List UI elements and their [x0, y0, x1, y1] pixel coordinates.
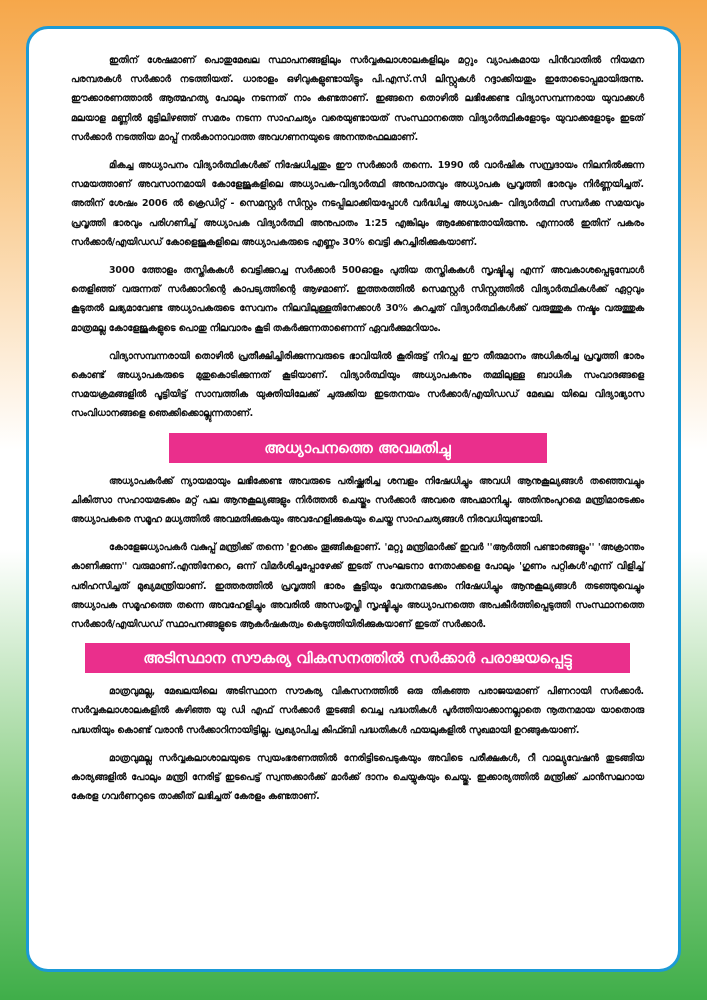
paragraph: വിദ്യാസമ്പന്നരായി തൊഴിൽ പ്രതീക്ഷിച്ചിരിക്കുന്നവരുടെ ഭാവിയിൽ കൂരിരുട്ട് നിറച്ച ഈ തീരുമാനം അധികരിച്ച പ്രവൃത്തി ഭാരം കൊണ്ട് അധ്യാപകരുടെ മുതുകൊടിക്കുന്നത് കൂടിയാണ്. വിദ്യാർത്ഥിയും അധ്യാപകനും തമ്മിലുള്ള ബാധിക സംവാദങ്ങളെ സമയക്രമങ്ങളിൽ പൂട്ടിയിട്ട് സാമ്പത്തിക യുക്തിയിലേക്ക് ചുരുക്കിയ ഇടതനയം സർക്കാർ/എയിഡഡ് മേഖല യിലെ വിദ്യാഭ്യാസ സംവിധാനങ്ങളെ ഞെക്കിക്കൊല്ലുന്നതാണ്.	[71, 350, 644, 420]
paragraph: കോളേജധ്യാപകർ വകുപ്പ് മന്ത്രിക്ക് തന്നെ 'ഉറക്കം തൂങ്ങികളാണ്. 'മറ്റു മന്ത്രിമാർക്ക് ഇവർ ''ആർത്തി പണ്ടാരങ്ങളും'' 'അക്രാന്തം കാണിക്കുന്ന'' വരുമാണ്.എന്തിനേറെ, ഒന്ന് വിമർശിച്ചപ്പോഴേക്ക് ഇടത് സംഘടനാ നേതാക്കളെ പോലും 'ഗുണം പറ്റികൾ'എന്ന് വിളിച്ച് പരിഹസിച്ചത് മുഖ്യമന്ത്രിയാണ്. ഇത്തരത്തിൽ പ്രവൃത്തി ഭാരം കൂട്ടിയും വേതനമടക്കം നിഷേധിച്ചും ആനുകൂല്യങ്ങൾ തടഞ്ഞുവെച്ചും അധ്യാപക സമൂഹത്തെ തന്നെ അവഹേളിച്ചും അവരിൽ അസംതൃപ്തി സൃഷ്ടിച്ചും അധ്യാപനത്തെ അപകീർത്തിപ്പെടുത്തി സംസ്ഥാനത്തെ സർക്കാർ/എയിഡഡ് സ്ഥാപനങ്ങളുടെ ആകർഷകത്വം കെടുത്തിയിരിക്കുകയാണ് ഇടത് സർക്കാർ.	[71, 542, 644, 631]
paragraph: മികച്ച അധ്യാപനം വിദ്യാർത്ഥികൾക്ക് നിഷേധിച്ചതും ഈ സർക്കാർ തന്നെ. 1990 ൽ വാർഷിക സമ്പ്രദായം നിലനിൽക്കുന്ന സമയത്താണ് അവസാനമായി കോളേജുകളിലെ അധ്യാപക-വിദ്യാർത്ഥി അനുപാതവും അധ്യാപക പ്രവൃത്തി ഭാരവും നിർണ്ണയിച്ചത്. അതിന് ശേഷം 2006 ൽ ക്രെഡിറ്റ് - സെമസ്റ്റർ സിസ്റ്റം നടപ്പിലാക്കിയപ്പോൾ വർദ്ധിച്ച അധ്യാപക- വിദ്യാർത്ഥി സമ്പർക്ക സമയവും പ്രവൃത്തി ഭാരവും പരിഗണിച്ച് അധ്യാപക വിദ്യാർത്ഥി അനുപാതം 1:25 എങ്കിലും ആക്കേണ്ടതായിരുന്നു. എന്നാൽ ഇതിന് പകരം സർക്കാർ/എയിഡഡ് കോളെജുകളിലെ അധ്യാപകരുടെ എണ്ണം 30% വെട്ടി കുറച്ചിരിക്കുകയാണ്.	[71, 160, 644, 248]
document-card	[26, 26, 681, 972]
paragraph: 3000 ത്തോളം തസ്തികകൾ വെട്ടിക്കുറച്ച സർക്കാർ 500ഓളം പുതിയ തസ്തികകൾ സൃഷ്ടിച്ചു എന്ന് അവകാശപ്പെടുമ്പോൾ തെളിഞ്ഞ് വരുന്നത് സർക്കാറിന്റെ കാപട്യത്തിന്റെ ആഴമാണ്. ഇത്തരത്തിൽ സെമസ്റ്റർ സിസ്റ്റത്തിൽ വിദ്യാർത്ഥികൾക്ക് ഏറ്റവും കൂടുതൽ ലഭ്യമാവേണ്ട അധ്യാപകരുടെ സേവനം നിലവിലുള്ളതിനേക്കാൾ 30% കുറച്ചത് വിദ്യാർത്ഥികൾക്ക് വരുത്തുക നഷ്ടം വരുത്തുക മാത്രമല്ല കോളേജുകളുടെ പൊതു നിലവാരം കൂടി തകർക്കുന്നതാണെന്ന് ഏവർക്കുമറിയാം.	[71, 265, 644, 334]
paragraph: മാത്രവുമല്ല, മേഖലയിലെ അടിസ്ഥാന സൗകര്യ വികസനത്തിൽ ഒരു തികഞ്ഞ പരാജയമാണ് പിണറായി സർക്കാർ. സർവ്വകലാശാലകളിൽ കഴിഞ്ഞ യു ഡി എഫ് സർക്കാർ തുടങ്ങി വെച്ച പദ്ധതികൾ പൂർത്തിയാക്കാനല്ലാതെ നൂതനമായ യാതൊരു പദ്ധതിയും കൊണ്ട് വരാൻ സർക്കാറിനായിട്ടില്ല. പ്രഖ്യാപിച്ച കിഫ്ബി പദ്ധതികൾ ഫയലുകളിൽ സുഖമായി ഉറങ്ങുകയാണ്.	[71, 686, 644, 736]
paragraph: മാത്രവുമല്ല സർവ്വകലാശാലയുടെ സ്വയംഭരണത്തിൽ നേരിട്ടിടപെടുകയും അവിടെ പരീക്ഷകൾ, റീ വാല്യുവേഷൻ തുടങ്ങിയ കാര്യങ്ങളിൽ പോലും മന്ത്രി നേരിട്ട് ഇടപെട്ട് സ്വന്തക്കാർക്ക് മാർക്ക് ദാനം ചെയ്യുകയും ചെയ്തു. ഇക്കാര്യത്തിൽ മന്ത്രിക്ക് ചാൻസലറായ കേരള ഗവർണറുടെ താക്കീത് ലഭിച്ചത് കേരളം കണ്ടതാണ്.	[71, 752, 644, 803]
section-heading-banner: അധ്യാപനത്തെ അവമതിച്ചു	[169, 433, 547, 463]
section-heading-banner: അടിസ്ഥാന സൗകര്യ വികസനത്തിൽ സർക്കാർ പരാജയപ്പെട്ടു	[85, 643, 630, 673]
paragraph: അധ്യാപകർക്ക് ന്യായമായും ലഭിക്കേണ്ട അവരുടെ പരിഷ്ക്കരിച്ച ശമ്പളം നിഷേധിച്ചും അവധി ആനുകൂല്യങ്ങൾ തഞ്ഞെവച്ചും ചികിത്സാ സഹായമടക്കം മറ്റ് പല ആനുകൂല്യങ്ങളും നിർത്തൽ ചെയ്തും സർക്കാർ അവരെ അപമാനിച്ചു. അതിനുംപുറമെ മന്ത്രിമാരടക്കം അധ്യാപകരെ സമൂഹ മധ്യത്തിൽ അവമതിക്കുകയും അവഹേളിക്കുകയും ചെയ്ത സാഹചര്യങ്ങൾ നിരവധിയുണ്ടായി.	[71, 475, 644, 526]
paragraph: ഇതിന് ശേഷമാണ് പൊതുമേഖല സ്ഥാപനങ്ങളിലും സർവ്വകലാശാലകളിലും മറ്റും വ്യാപകമായ പിൻവാതിൽ നിയമന പരമ്പരകൾ സർക്കാർ നടത്തിയത്. ധാരാളം ഒഴിവുകളുണ്ടായിട്ടും പി.എസ്.സി ലിസ്റ്റുകൾ റദ്ദാക്കിയതും ഇതോടൊപ്പമായിരുന്നു. ഈക്കാരണത്താൽ ആത്മഹത്യ പോലും നടന്നത് നാം കണ്ടതാണ്. ഇങ്ങനെ തൊഴിൽ ലഭിക്കേണ്ട വിദ്യാസമ്പന്നരായ യുവാക്കൾ മലയാള മണ്ണിൽ മുട്ടിലിഴഞ്ഞ് സമരം നടന്ന സാഹചര്യം വരെയുണ്ടായത് സംസ്ഥാനത്തെ വിദ്യാർത്ഥികളോടും യുവാക്കളോടും ഇടത് സർക്കാർ നടത്തിയ മാപ്പ് നൽകാനാവാത്ത അവഗണനയുടെ അനന്തരഫലമാണ്.	[71, 55, 644, 143]
